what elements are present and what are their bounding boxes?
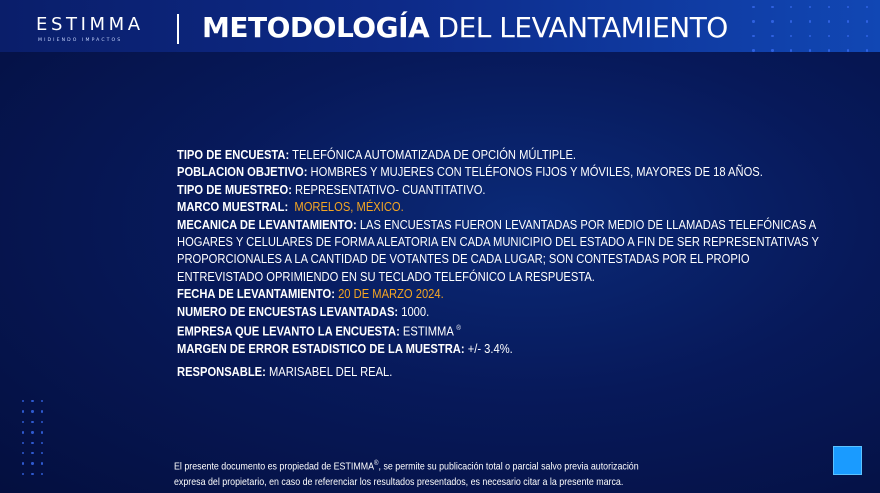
numero-encuestas-value: 1000. xyxy=(398,303,430,319)
marco-muestral-row xyxy=(177,198,827,215)
decorative-dot xyxy=(22,400,24,402)
margen-error-label: MARGEN DE ERROR ESTADISTICO DE LA MUESTRA: xyxy=(177,340,465,356)
decorative-dot xyxy=(847,35,849,37)
decorative-dot-grid-top xyxy=(752,6,868,52)
decorative-dot xyxy=(22,431,24,433)
responsable-row xyxy=(177,363,827,380)
registered-mark: ® xyxy=(456,325,461,333)
decorative-dot xyxy=(866,49,868,51)
decorative-dot xyxy=(809,6,811,8)
copyright-line-2: expresa del propietario, en caso de referenciar los resultados presentados, es necesario citar a la presente marca. xyxy=(174,477,624,489)
numero-encuestas-row xyxy=(177,303,827,320)
decorative-dot xyxy=(790,6,792,8)
copyright-notice xyxy=(174,456,818,491)
marco-muestral-value: MORELOS, MÉXICO. xyxy=(294,199,404,215)
poblacion-row xyxy=(177,163,827,180)
decorative-dot xyxy=(41,410,43,412)
decorative-dot xyxy=(771,35,773,37)
fecha-label: FECHA DE LEVANTAMIENTO: xyxy=(177,286,335,302)
margen-error-value: +/- 3.4%. xyxy=(464,340,513,356)
decorative-dot xyxy=(866,6,868,8)
decorative-dot xyxy=(809,20,811,22)
decorative-dot xyxy=(752,35,754,37)
decorative-dot xyxy=(752,49,754,51)
decorative-dot xyxy=(22,442,24,444)
decorative-dot xyxy=(771,20,773,22)
decorative-dot xyxy=(22,462,24,464)
poblacion-value: HOMBRES Y MUJERES CON TELÉFONOS FIJOS Y MÓVILES, MAYORES DE 18 AÑOS. xyxy=(307,164,763,180)
decorative-dot xyxy=(41,442,43,444)
decorative-dot xyxy=(31,442,33,444)
muestreo-label: TIPO DE MUESTREO: xyxy=(177,181,292,197)
methodology-details xyxy=(177,146,827,381)
mecanica-row xyxy=(177,216,827,286)
decorative-dot xyxy=(866,20,868,22)
decorative-dot xyxy=(752,6,754,8)
empresa-value: ESTIMMA xyxy=(399,323,457,339)
empresa-label: EMPRESA QUE LEVANTO LA ENCUESTA: xyxy=(177,323,400,339)
marco-muestral-separator: : xyxy=(284,199,295,215)
tipo-encuesta-label: TIPO DE ENCUESTA: xyxy=(177,147,290,162)
decorative-dot xyxy=(866,35,868,37)
numero-encuestas-label: NUMERO DE ENCUESTAS LEVANTADAS: xyxy=(177,303,399,319)
muestreo-value: REPRESENTATIVO- CUANTITATIVO. xyxy=(291,181,486,197)
decorative-dot xyxy=(22,421,24,423)
decorative-dot xyxy=(771,49,773,51)
responsable-value: MARISABEL DEL REAL. xyxy=(265,364,393,380)
decorative-dot xyxy=(41,452,43,454)
margen-error-row xyxy=(177,340,827,357)
decorative-dot xyxy=(41,400,43,402)
decorative-dot xyxy=(828,20,830,22)
page-title-bold: METODOLOGÍA xyxy=(202,11,430,44)
copyright-line-1 xyxy=(174,456,818,475)
logo-tagline: MIDIENDO IMPACTOS xyxy=(38,38,123,43)
fecha-period: . xyxy=(440,286,444,302)
decorative-dot xyxy=(31,410,33,412)
tipo-encuesta-row xyxy=(177,146,827,163)
decorative-dot xyxy=(828,49,830,51)
decorative-dot xyxy=(41,421,43,423)
decorative-dot xyxy=(828,35,830,37)
fecha-value: 20 DE MARZO 2024 xyxy=(334,286,441,302)
decorative-dot xyxy=(41,462,43,464)
decorative-dot xyxy=(22,473,24,475)
fecha-row xyxy=(177,285,827,302)
decorative-dot xyxy=(828,6,830,8)
marco-muestral-label: MARCO MUESTRAL xyxy=(177,199,285,215)
decorative-dot-grid-bottom xyxy=(22,400,43,475)
logo-text: ESTIMMA xyxy=(36,14,144,35)
decorative-dot xyxy=(41,431,43,433)
copyright-registered-mark: ® xyxy=(374,460,379,467)
page-title-light: DEL LEVANTAMIENTO xyxy=(429,11,728,44)
decorative-dot xyxy=(790,20,792,22)
decorative-dot xyxy=(22,410,24,412)
header-divider xyxy=(177,14,179,44)
decorative-dot xyxy=(31,473,33,475)
decorative-dot xyxy=(847,49,849,51)
mecanica-value: LAS ENCUESTAS FUERON LEVANTADAS POR MEDIO DE LLAMADAS TELEFÓNICAS A HOGARES Y CELULARES DE FORMA ALEATORIA EN CADA MUNICIPIO DEL ESTADO A FIN DE SER REPRESENTATIVAS Y PROPORCIONALES A LA CANTIDAD DE VOTANTES DE CADA LUGAR; SON CONTESTADAS POR EL PROPIO ENTREVISTADO OPRIMIENDO EN SU TECLADO TELEFÓNICO LA RESPUESTA. xyxy=(177,216,819,284)
empresa-row xyxy=(177,320,827,340)
tipo-encuesta-value: TELEFÓNICA AUTOMATIZADA DE OPCIÓN MÚLTIPLE. xyxy=(289,147,577,162)
poblacion-label: POBLACION OBJETIVO: xyxy=(177,164,308,180)
copyright-line-1-start: El presente documento es propiedad de ESTIMMA xyxy=(174,461,375,473)
decorative-dot xyxy=(31,452,33,454)
mecanica-label: MECANICA DE LEVANTAMIENTO: xyxy=(177,216,357,232)
decorative-dot xyxy=(31,431,33,433)
muestreo-row xyxy=(177,181,827,198)
decorative-dot xyxy=(752,20,754,22)
estimma-logo xyxy=(36,14,170,46)
decorative-dot xyxy=(31,400,33,402)
copyright-line-1-end: , se permite su publicación total o parcial salvo previa autorización xyxy=(378,461,639,473)
decorative-dot xyxy=(31,462,33,464)
decorative-dot xyxy=(790,49,792,51)
decorative-dot xyxy=(809,35,811,37)
decorative-dot xyxy=(847,6,849,8)
decorative-dot xyxy=(847,20,849,22)
decorative-dot xyxy=(809,49,811,51)
decorative-dot xyxy=(41,473,43,475)
decorative-dot xyxy=(771,6,773,8)
decorative-corner-square xyxy=(833,446,862,475)
decorative-dot xyxy=(790,35,792,37)
page-title xyxy=(202,11,728,44)
decorative-dot xyxy=(22,452,24,454)
decorative-dot xyxy=(31,421,33,423)
responsable-label: RESPONSABLE: xyxy=(177,364,266,380)
